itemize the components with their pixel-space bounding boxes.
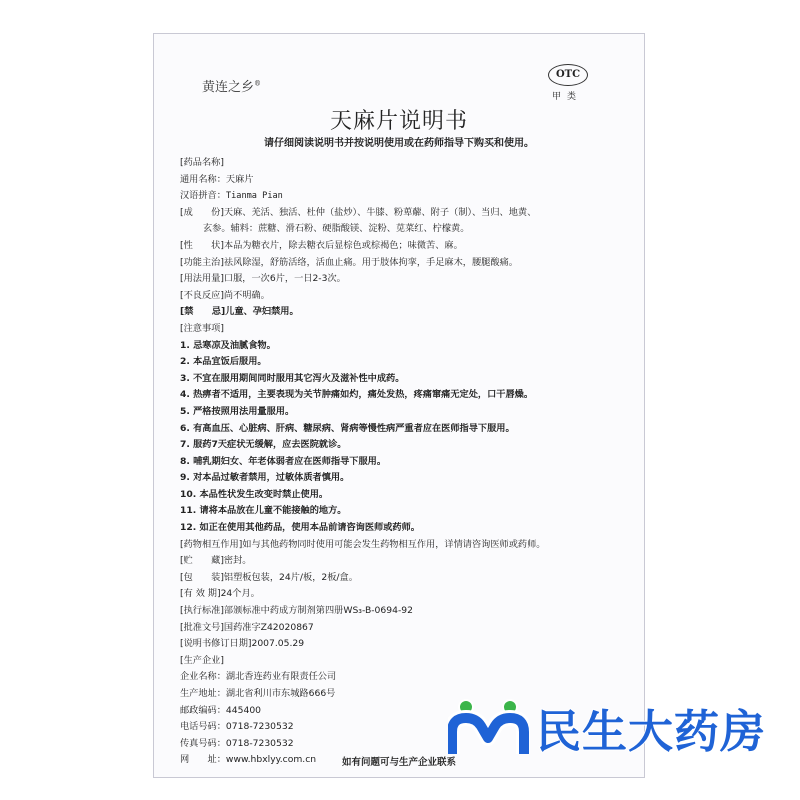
registered-mark: ® [254, 79, 262, 88]
adverse-reactions: [不良反应]尚不明确。 [180, 289, 270, 301]
brand-name: 黄连之乡 [202, 80, 255, 95]
postal-code: 邮政编码：445400 [180, 704, 262, 716]
store-name: 民生大药房 [536, 704, 767, 758]
ingredients: [成 份]天麻、羌活、独活、杜仲（盐炒）、牛膝、粉萆薢、附子（制）、当归、地黄、 [180, 206, 537, 218]
section-precautions: [注意事项] [180, 322, 224, 334]
approval-number: [批准文号]国药准字Z42020867 [180, 621, 314, 633]
precaution-item: 9. 对本品过敏者禁用，过敏体质者慎用。 [180, 472, 350, 484]
precaution-item: 1. 忌寒凉及油腻食物。 [180, 339, 276, 351]
precaution-item: 8. 哺乳期妇女、年老体弱者应在医师指导下服用。 [180, 455, 387, 467]
section-manufacturer: [生产企业] [180, 654, 224, 666]
store-logo-icon [448, 698, 530, 756]
precaution-item: 10. 本品性状发生改变时禁止使用。 [180, 488, 329, 500]
website: 网 址：www.hbxlyy.com.cn [180, 754, 317, 766]
precaution-item: 3. 不宜在服用期间同时服用其它泻火及滋补性中成药。 [180, 372, 405, 384]
storage: [贮 藏]密封。 [180, 555, 252, 567]
contact-note: 如有问题可与生产企业联系 [341, 757, 456, 768]
precaution-item: 6. 有高血压、心脏病、肝病、糖尿病、肾病等慢性病严重者应在医师指导下服用。 [180, 422, 515, 434]
pinyin-value: Tianma Pian [225, 191, 283, 202]
precaution-item: 7. 服药7天症状无缓解，应去医院就诊。 [180, 439, 347, 451]
dosage: [用法用量]口服，一次6片，一日2-3次。 [180, 273, 346, 285]
instruction-sheet [153, 33, 645, 778]
usage-notice: 请仔细阅读说明书并按说明使用或在药师指导下购买和使用。 [264, 138, 534, 149]
contraindications: [禁 忌]儿童、孕妇禁用。 [180, 306, 299, 318]
precaution-item: 11. 请将本品放在儿童不能接触的地方。 [180, 505, 347, 517]
leaflet-body [180, 155, 635, 769]
company-name: 企业名称：湖北香连药业有限责任公司 [180, 671, 337, 683]
brand-logo [202, 76, 261, 95]
precaution-item: 2. 本品宜饭后服用。 [180, 356, 267, 368]
otc-class-label: 甲类 [551, 92, 582, 102]
revision-date: [说明书修订日期]2007.05.29 [180, 638, 305, 650]
generic-name: 通用名称：天麻片 [180, 173, 254, 185]
fax-number: 传真号码：0718-7230532 [180, 737, 294, 749]
otc-badge: OTC [548, 64, 588, 86]
company-address: 生产地址：湖北省利川市东城路666号 [180, 688, 336, 699]
section-drug-name: [药品名称] [180, 157, 224, 168]
precaution-item: 4. 热痹者不适用，主要表现为关节肿痛如灼，痛处发热，疼痛窜痛无定处，口干唇燥。 [180, 389, 534, 401]
packaging: [包 装]铝塑板包装，24片/板，2板/盒。 [180, 571, 358, 583]
ingredients-continued: 玄参。辅料：蔗糖、滑石粉、硬脂酸镁、淀粉、苋菜红、柠檬黄。 [203, 223, 470, 235]
pinyin-label: 汉语拼音： [180, 190, 226, 202]
document-title: 天麻片说明书 [329, 109, 468, 134]
shelf-life: [有 效 期]24个月。 [180, 588, 260, 600]
appearance: [性 状]本品为糖衣片，除去糖衣后显棕色或棕褐色；味微苦、麻。 [180, 239, 463, 251]
standard: [执行标准]部颁标准中药成方制剂第四册WS₃-B-0694-92 [180, 605, 413, 617]
indications: [功能主治]祛风除湿，舒筋活络，活血止痛。用于肢体拘挛，手足麻木，腰腿酸痛。 [180, 256, 518, 268]
precaution-item: 5. 严格按照用法用量服用。 [180, 405, 295, 417]
pinyin-name [180, 188, 635, 205]
precaution-item: 12. 如正在使用其他药品，使用本品前请咨询医师或药师。 [180, 522, 420, 534]
drug-interactions: [药物相互作用]如与其他药物同时使用可能会发生药物相互作用，详情请咨询医师或药师。 [180, 538, 546, 550]
store-watermark [448, 692, 788, 762]
phone-number: 电话号码：0718-7230532 [180, 721, 294, 733]
